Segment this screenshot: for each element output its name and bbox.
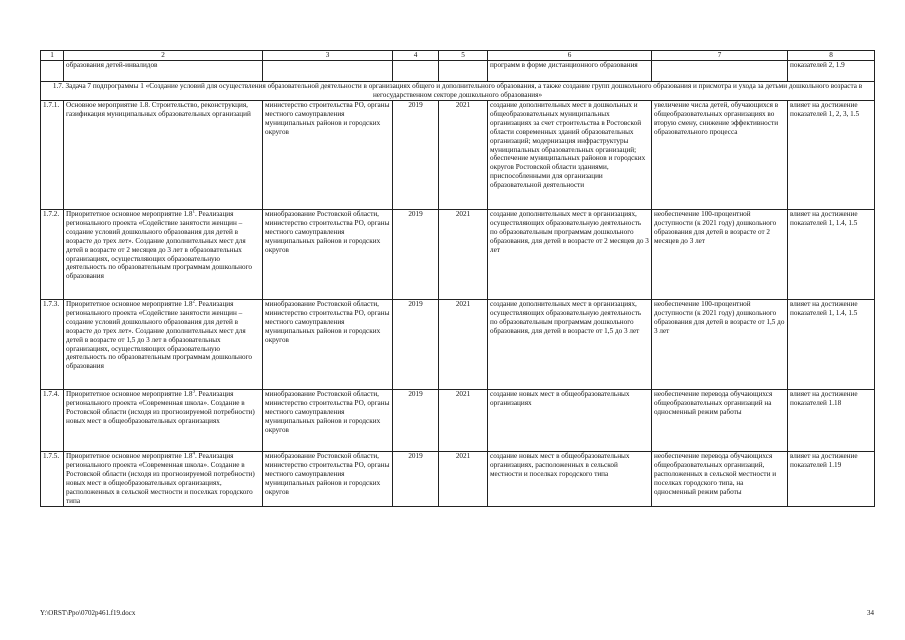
- executor: минобразование Ростовской области, министерство строительства РО, органы местного самоуправления муниципальных районов и городских округов: [263, 210, 393, 300]
- start-year: 2019: [393, 390, 439, 452]
- row-number: 1.7.4.: [41, 390, 64, 452]
- name-text: Приоритетное основное мероприятие 1.8: [66, 210, 193, 218]
- row-number: 1.7.1.: [41, 101, 64, 210]
- end-year: 2021: [439, 101, 488, 210]
- continuation-row: [41, 61, 875, 82]
- activity-name: [64, 390, 263, 452]
- activity-name: [64, 210, 263, 300]
- expected-result: создание новых мест в общеобразовательных организациях: [488, 390, 652, 452]
- activity-name: [64, 452, 263, 507]
- end-year: 2021: [439, 452, 488, 507]
- table-cell: показателей 2, 1.9: [788, 61, 875, 82]
- header-cell: 3: [263, 51, 393, 61]
- footnote-mark: 1: [192, 209, 195, 215]
- start-year: 2019: [393, 210, 439, 300]
- expected-result: создание новых мест в общеобразовательных организациях, расположенных в сельской местности и поселках городского типа: [488, 452, 652, 507]
- name-text: . Реализация регионального проекта «Современная школа». Создание в Ростовской области (исходя из прогнозируемой потребности) новых мест в общеобразовательных организациях, расположенных в сельской местности и поселках городского типа: [66, 452, 255, 505]
- name-text: . Реализация регионального проекта «Содействие занятости женщин – создание условий дошкольного образования для детей в возрасте до трех лет». Создание дополнительных мест для детей в возрасте от 1,5 до 3 лет в образовательных организациях, осуществляющих образовательную деятельность по образовательным программам дошкольного образования: [66, 300, 252, 371]
- indicator-relation: влияет на достижение показателей 1.19: [788, 452, 875, 507]
- executor: минобразование Ростовской области, министерство строительства РО, органы местного самоуправления муниципальных районов и городских округов: [263, 300, 393, 390]
- expected-result: создание дополнительных мест в дошкольных и общеобразовательных муниципальных организациях за счет строительства в Ростовской области современных зданий образовательных организаций; модернизация инфраструктуры муниципальных образовательных организаций; обеспечение муниципальных районов и городских округов Ростовской области зданиями, приспособленными для организации образовательной деятельности: [488, 101, 652, 210]
- expected-result: создание дополнительных мест в организациях, осуществляющих образовательную деятельность по образовательным программам дошкольного образования, для детей в возрасте от 2 месяцев до 3 лет: [488, 210, 652, 300]
- start-year: 2019: [393, 300, 439, 390]
- table-row: [41, 210, 875, 300]
- activity-name: [64, 300, 263, 390]
- table-cell: [41, 61, 64, 82]
- name-text: . Реализация регионального проекта «Содействие занятости женщин – создание условий дошкольного образования для детей в возрасте до трех лет». Создание дополнительных мест для детей в возрасте от 2 месяцев до 3 лет в образовательных организациях, осуществляющих образовательную деятельность по образовательным программам дошкольного образования: [66, 210, 252, 281]
- header-cell: 7: [652, 51, 788, 61]
- table-cell: [439, 61, 488, 82]
- name-text: . Реализация регионального проекта «Современная школа». Создание в Ростовской области (исходя из прогнозируемой потребности) новых мест в общеобразовательных организациях: [66, 390, 255, 425]
- header-row: [41, 51, 875, 61]
- table-row: [41, 452, 875, 507]
- executor: минобразование Ростовской области, министерство строительства РО, органы местного самоуправления муниципальных районов и городских округов: [263, 390, 393, 452]
- indicator-relation: влияет на достижение показателей 1, 1.4, 1.5: [788, 300, 875, 390]
- name-text: Приоритетное основное мероприятие 1.8: [66, 300, 193, 308]
- header-cell: 1: [41, 51, 64, 61]
- table-row: [41, 390, 875, 452]
- footer-file-path: Y:\ORST\Ppo\0702p461.f19.docx: [40, 609, 136, 617]
- end-year: 2021: [439, 390, 488, 452]
- consequence: необеспечение 100-процентной доступности (к 2021 году) дошкольного образования для детей в возрасте от 2 месяцев до 3 лет: [652, 210, 788, 300]
- table-cell: программ в форме дистанционного образования: [488, 61, 652, 82]
- name-text: Приоритетное основное мероприятие 1.8: [66, 390, 193, 398]
- row-number: 1.7.5.: [41, 452, 64, 507]
- table-cell: [393, 61, 439, 82]
- document-table: [40, 50, 875, 507]
- task-heading: 1.7. Задача 7 подпрограммы 1 «Создание условий для осуществления образовательной деятельности в организациях общего и дополнительного образования, а также создание групп дошкольного образования и присмотра и ухода за детьми дошкольного возраста в негосударственном секторе дошкольного образования»: [41, 82, 875, 101]
- activity-name: Основное мероприятие 1.8. Строительство, реконструкция, газификация муниципальных образовательных организаций: [64, 101, 263, 210]
- start-year: 2019: [393, 452, 439, 507]
- header-cell: 8: [788, 51, 875, 61]
- start-year: 2019: [393, 101, 439, 210]
- table-cell: образования детей-инвалидов: [64, 61, 263, 82]
- header-cell: 2: [64, 51, 263, 61]
- table-row: [41, 300, 875, 390]
- executor: министерство строительства РО, органы местного самоуправления муниципальных районов и городских округов: [263, 101, 393, 210]
- executor: минобразование Ростовской области, министерство строительства РО, органы местного самоуправления муниципальных районов и городских округов: [263, 452, 393, 507]
- header-cell: 5: [439, 51, 488, 61]
- row-number: 1.7.3.: [41, 300, 64, 390]
- table-cell: [263, 61, 393, 82]
- task-heading-row: [41, 82, 875, 101]
- name-text: Приоритетное основное мероприятие 1.8: [66, 452, 193, 460]
- footnote-mark: 3: [192, 389, 195, 395]
- table-cell: [652, 61, 788, 82]
- consequence: необеспечение 100-процентной доступности (к 2021 году) дошкольного образования для детей в возрасте от 1,5 до 3 лет: [652, 300, 788, 390]
- header-cell: 6: [488, 51, 652, 61]
- end-year: 2021: [439, 300, 488, 390]
- consequence: необеспечение перевода обучающихся общеобразовательных организаций, расположенных в сельской местности и поселках городского типа, на односменный режим работы: [652, 452, 788, 507]
- header-cell: 4: [393, 51, 439, 61]
- indicator-relation: влияет на достижение показателей 1, 2, 3, 1.5: [788, 101, 875, 210]
- table-row: [41, 101, 875, 210]
- consequence: увеличение числа детей, обучающихся в общеобразовательных организациях во вторую смену, снижение эффективности образовательного процесса: [652, 101, 788, 210]
- page-number: 34: [867, 609, 874, 617]
- footnote-mark: 2: [192, 299, 195, 305]
- consequence: необеспечение перевода обучающихся общеобразовательных организаций на односменный режим работы: [652, 390, 788, 452]
- row-number: 1.7.2.: [41, 210, 64, 300]
- indicator-relation: влияет на достижение показателей 1.18: [788, 390, 875, 452]
- indicator-relation: влияет на достижение показателей 1, 1.4, 1.5: [788, 210, 875, 300]
- footnote-mark: 4: [192, 451, 195, 457]
- end-year: 2021: [439, 210, 488, 300]
- expected-result: создание дополнительных мест в организациях, осуществляющих образовательную деятельность по образовательным программам дошкольного образования, для детей в возрасте от 1,5 до 3 лет: [488, 300, 652, 390]
